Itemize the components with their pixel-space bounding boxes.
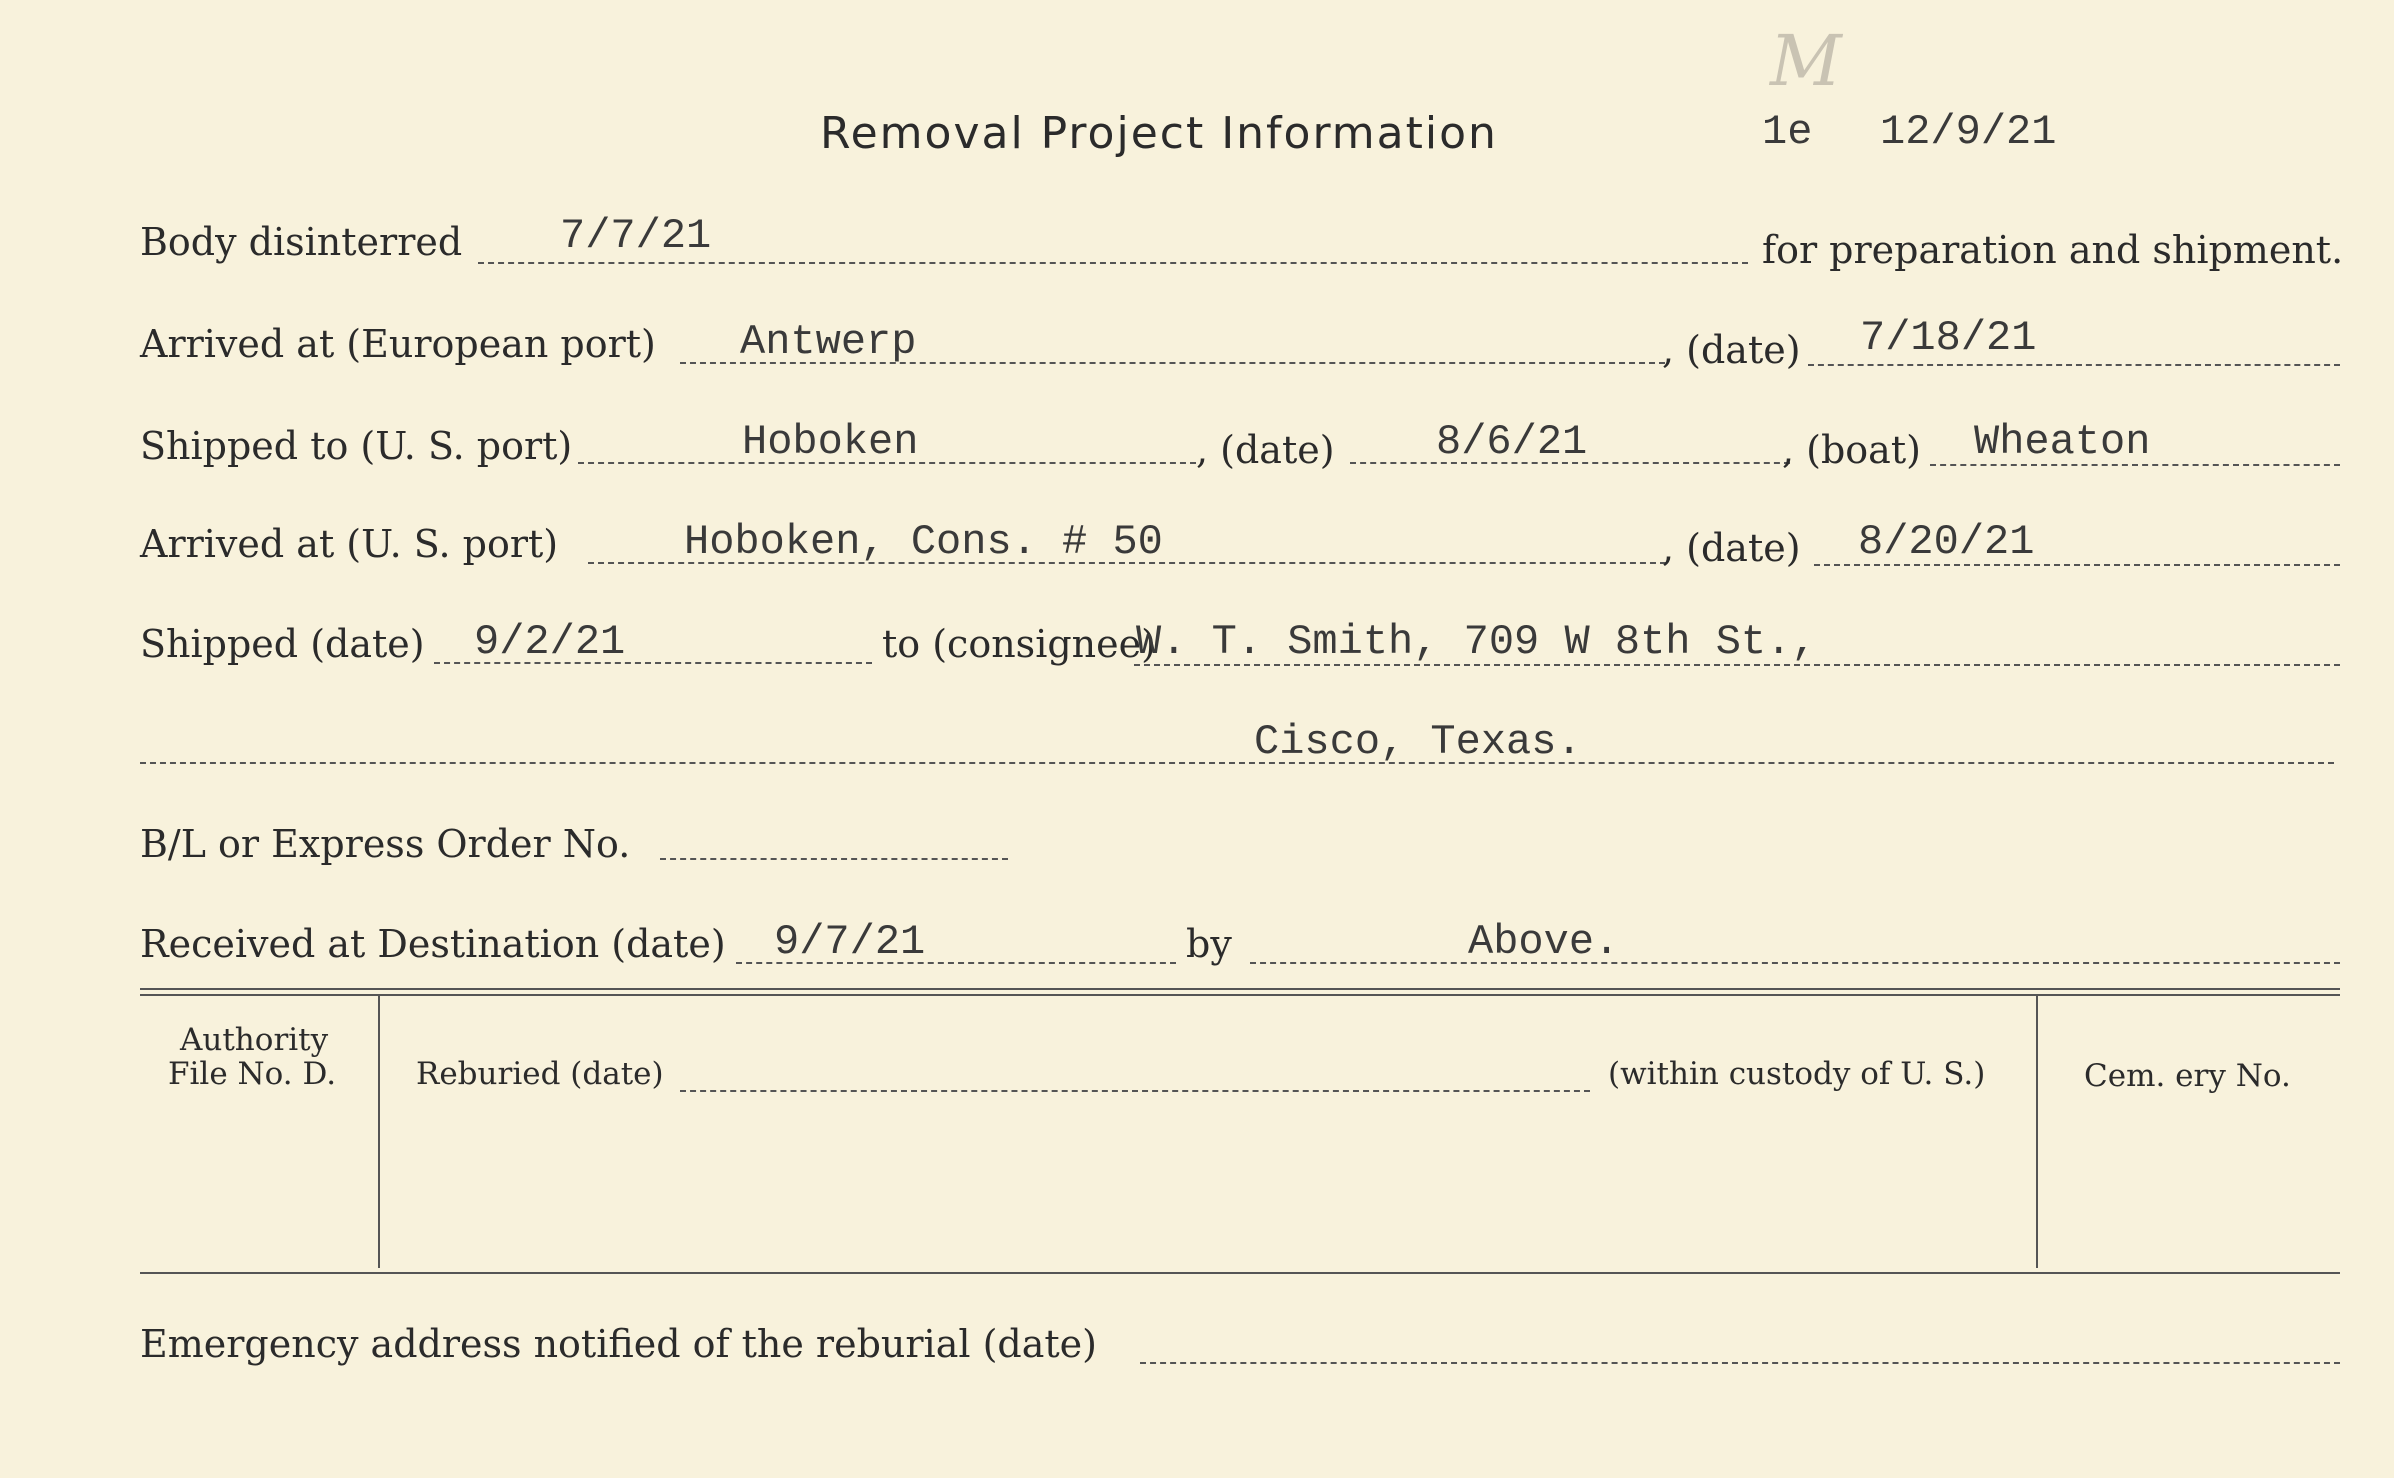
arrived-us-label: Arrived at (U. S. port) xyxy=(140,522,559,566)
box-bottom-rule xyxy=(140,1272,2340,1274)
shipped-label: Shipped (date) xyxy=(140,622,425,666)
shipped-us-date: 8/6/21 xyxy=(1436,418,1588,466)
pencil-mark: M xyxy=(1770,20,1842,102)
arrived-eu-port: Antwerp xyxy=(740,318,917,366)
arrived-eu-date-label: , (date) xyxy=(1662,328,1801,372)
box-top-rule xyxy=(140,988,2340,990)
disinterred-suffix: for preparation and shipment. xyxy=(1762,228,2344,272)
shipped-us-port: Hoboken xyxy=(742,418,919,466)
emergency-line xyxy=(1140,1362,2340,1364)
bl-label: B/L or Express Order No. xyxy=(140,822,631,866)
received-by-value: Above. xyxy=(1468,918,1620,966)
custody-label: (within custody of U. S.) xyxy=(1608,1056,1986,1092)
consignee-line-2 xyxy=(140,762,2334,764)
arrived-eu-date: 7/18/21 xyxy=(1860,314,2037,362)
box-divider-right xyxy=(2036,996,2038,1268)
authority-file-label: File No. D. xyxy=(168,1056,337,1092)
received-date: 9/7/21 xyxy=(774,918,926,966)
shipped-us-boat-label: , (boat) xyxy=(1782,428,1921,472)
disinterred-label: Body disinterred xyxy=(140,220,463,264)
shipped-us-label: Shipped to (U. S. port) xyxy=(140,424,573,468)
reburied-line xyxy=(680,1090,1590,1092)
arrived-eu-date-line xyxy=(1808,364,2340,366)
arrived-eu-label: Arrived at (European port) xyxy=(140,322,656,366)
header-date: 12/9/21 xyxy=(1880,108,2057,156)
arrived-us-date-label: , (date) xyxy=(1662,526,1801,570)
shipped-us-boat: Wheaton xyxy=(1974,418,2151,466)
disinterred-value: 7/7/21 xyxy=(560,212,712,260)
authority-label: Authority xyxy=(180,1022,329,1058)
box-top-rule-2 xyxy=(140,994,2340,996)
bl-line xyxy=(660,858,1008,860)
header-code: 1e xyxy=(1762,108,1813,156)
emergency-label: Emergency address notified of the reburial (date) xyxy=(140,1322,1097,1366)
arrived-us-date: 8/20/21 xyxy=(1858,518,2035,566)
reburied-label: Reburied (date) xyxy=(416,1056,664,1092)
shipped-date: 9/2/21 xyxy=(474,618,626,666)
arrived-us-port: Hoboken, Cons. # 50 xyxy=(684,518,1163,566)
consignee-value: W. T. Smith, 709 W 8th St., xyxy=(1136,618,1817,666)
received-by-label: by xyxy=(1186,922,1232,966)
card-title: Removal Project Information xyxy=(820,108,1498,159)
box-divider-left xyxy=(378,996,380,1268)
consignee-value-2: Cisco, Texas. xyxy=(1254,718,1582,766)
shipped-us-date-label: , (date) xyxy=(1196,428,1335,472)
received-label: Received at Destination (date) xyxy=(140,922,726,966)
received-by-line xyxy=(1250,962,2340,964)
shipped-to-label: to (consignee) xyxy=(882,622,1156,666)
cemetery-label: Cem. ery No. xyxy=(2084,1058,2291,1094)
disinterred-line xyxy=(478,262,1748,264)
